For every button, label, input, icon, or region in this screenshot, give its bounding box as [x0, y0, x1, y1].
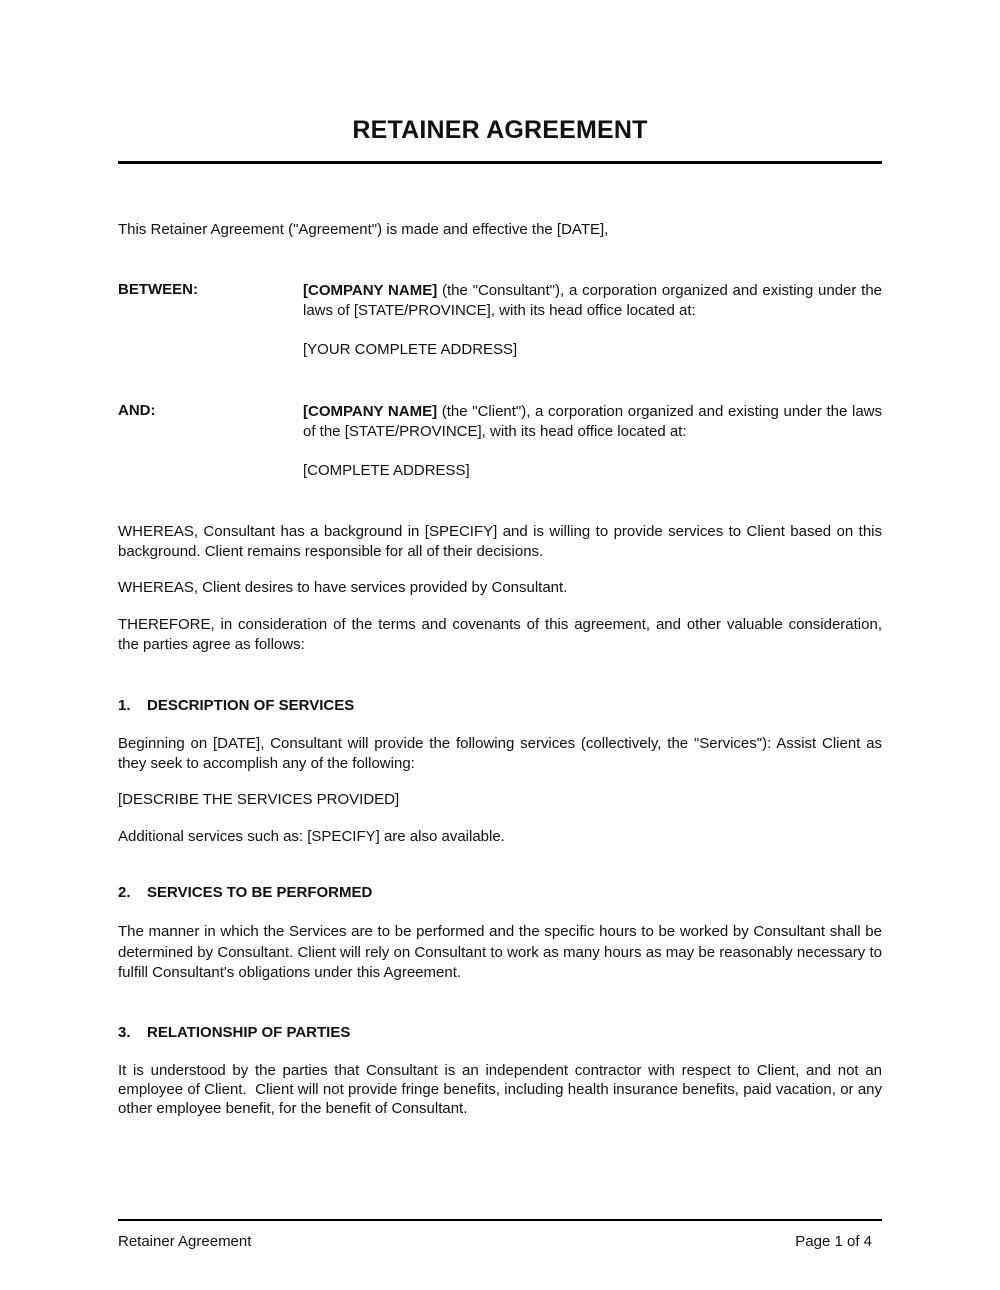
section-title: SERVICES TO BE PERFORMED — [147, 884, 373, 901]
section-number: 3. — [118, 1024, 131, 1041]
section-heading — [118, 884, 882, 901]
section-title: DESCRIPTION OF SERVICES — [147, 697, 355, 714]
section-paragraph: It is understood by the parties that Consultant is an independent contractor with respect to Client, and not an employee of Client. Client will not provide fringe benefits, including health insurance benefits, paid vacation, or any other employee benefit, for the benefit of Consultant. — [118, 1062, 887, 1117]
party-and — [118, 402, 882, 482]
section-paragraph: The manner in which the Services are to be performed and the specific hours to be worked by Consultant shall be determined by Consultant. Client will rely on Consultant to work as many hours as may be reasonably necessary to fulfill Consultant's obligations under this Agreement. — [118, 923, 882, 981]
section-title: RELATIONSHIP OF PARTIES — [147, 1024, 351, 1041]
section-paragraph: Beginning on [DATE], Consultant will provide the following services (collectively, the "Services"): Assist Client as they seek to accomplish any of the following: — [118, 735, 882, 772]
party-label: AND: — [118, 402, 156, 419]
party-address: [YOUR COMPLETE ADDRESS] — [303, 341, 518, 358]
section-paragraph: [DESCRIBE THE SERVICES PROVIDED] — [118, 791, 400, 808]
document-page — [118, 0, 887, 1290]
party-body — [303, 281, 882, 360]
footer-document-name: Retainer Agreement — [118, 1233, 252, 1250]
page-footer — [118, 1233, 882, 1250]
party-description — [303, 402, 882, 441]
section-number: 2. — [118, 884, 131, 901]
party-name: [COMPANY NAME] — [303, 282, 438, 299]
recital-paragraph: WHEREAS, Consultant has a background in [SPECIFY] and is willing to provide services to Client based on this background. Client remains responsible for all of their decisions. — [118, 523, 882, 560]
recital-paragraph: WHEREAS, Client desires to have services provided by Consultant. — [118, 579, 568, 596]
party-name: [COMPANY NAME] — [303, 403, 438, 420]
title-divider — [118, 161, 882, 164]
party-address: [COMPLETE ADDRESS] — [303, 462, 470, 479]
section-paragraph: Additional services such as: [SPECIFY] are also available. — [118, 828, 505, 845]
party-label: BETWEEN: — [118, 281, 198, 298]
intro-paragraph: This Retainer Agreement ("Agreement") is made and effective the [DATE], — [118, 221, 609, 238]
section-heading — [118, 697, 882, 714]
document-title: RETAINER AGREEMENT — [352, 116, 648, 144]
party-text: (the "Consultant"), a corporation organized and existing under the laws of [STATE/PROVINCE], with its head office located at: — [303, 282, 883, 319]
party-between — [118, 281, 882, 361]
footer-divider — [118, 1219, 882, 1221]
party-body — [303, 402, 882, 481]
section-number: 1. — [118, 697, 131, 714]
recital-paragraph: THEREFORE, in consideration of the terms and covenants of this agreement, and other valuable consideration, the parties agree as follows: — [118, 616, 882, 653]
party-description — [303, 281, 882, 320]
party-text: (the "Client"), a corporation organized and existing under the laws of the [STATE/PROVINCE], with its head office located at: — [303, 403, 882, 440]
page-number: Page 1 of 4 — [795, 1233, 872, 1250]
section-heading — [118, 1024, 882, 1041]
